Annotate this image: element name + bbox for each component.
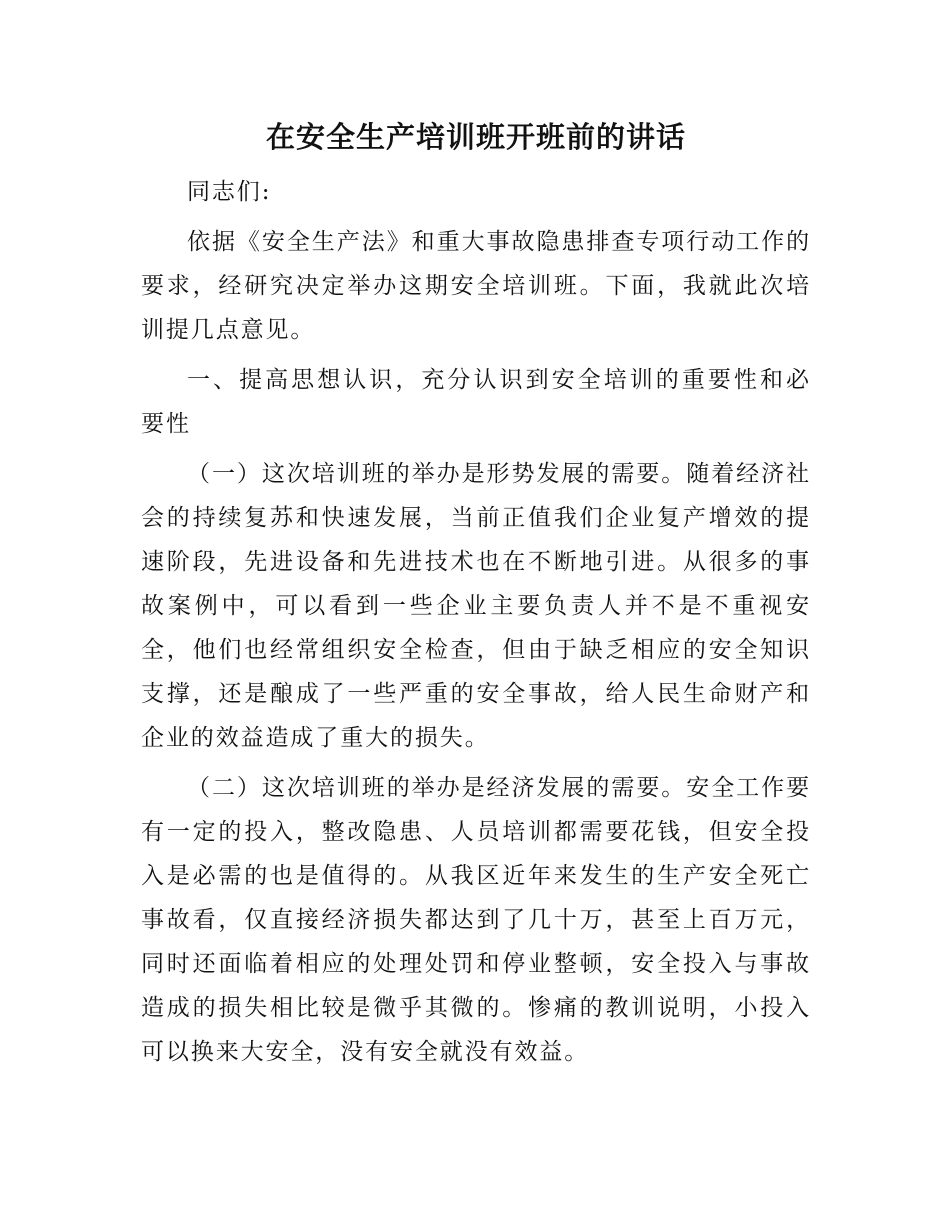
section-heading-1: 一、提高思想认识，充分认识到安全培训的重要性和必要性 (141, 367, 811, 437)
subsection-paragraph-1: （一）这次培训班的举办是形势发展的需要。随着经济社会的持续复苏和快速发展，当前正值我们企业复产增效的提速阶段，先进设备和先进技术也在不断地引进。从很多的事故案例中，可以看到一些企业主要负责人并不是不重视安全，他们也经常组织安全检查，但由于缺乏相应的安全知识支撑，还是酿成了一些严重的安全事故，给人民生命财产和企业的效益造成了重大的损失。 (141, 461, 811, 751)
page-title: 在安全生产培训班开班前的讲话 (265, 120, 686, 154)
intro-paragraph: 依据《安全生产法》和重大事故隐患排查专项行动工作的要求，经研究决定举办这期安全培训班。下面，我就此次培训提几点意见。 (141, 229, 811, 343)
salutation: 同志们: (187, 179, 272, 205)
subsection-paragraph-2: （二）这次培训班的举办是经济发展的需要。安全工作要有一定的投入，整改隐患、人员培训都需要花钱，但安全投入是必需的也是值得的。从我区近年来发生的生产安全死亡事故看，仅直接经济损失都达到了几十万，甚至上百万元，同时还面临着相应的处理处罚和停业整顿，安全投入与事故造成的损失相比较是微乎其微的。惨痛的教训说明，小投入可以换来大安全，没有安全就没有效益。 (141, 775, 811, 1065)
document-body (141, 112, 811, 1074)
